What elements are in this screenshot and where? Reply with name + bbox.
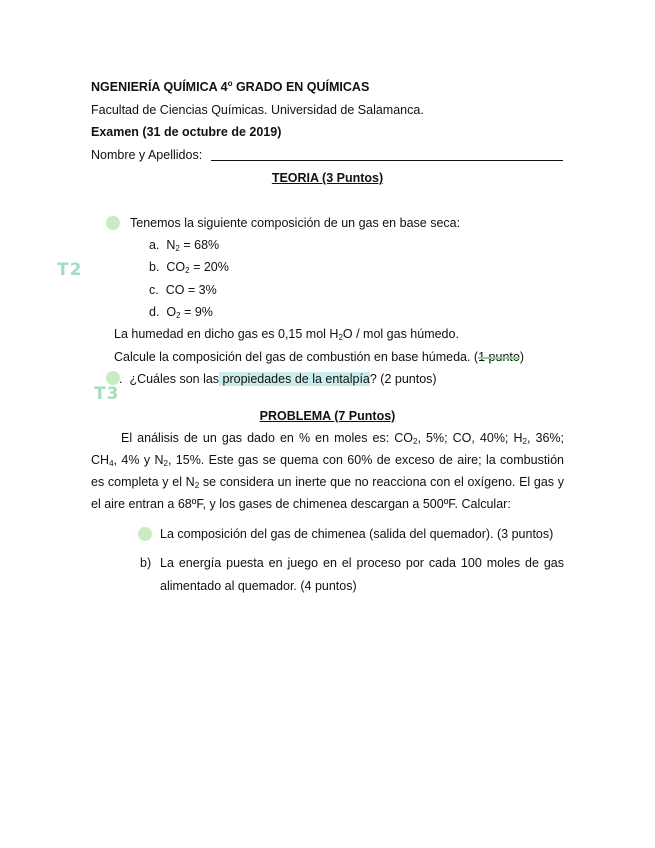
marker-dot	[106, 216, 120, 230]
problem-paragraph: El análisis de un gas dado en % en moles es: $CO_2$, 5%; CO, 40%; $H_2$, 36%; $CH_4$, 4% y $N_2$, 15%. Este gas se quema con 60% de exceso de aire; la combustión es completa y el $N_2$ se considera un inerte que no reacciona con el oxígeno. El gas y el aire entran a 68ºF, y los gases de chimenea descargan a 500ºF. Calcular:	[91, 431, 564, 511]
calculate-line: Calcule la composición del gas de combustión en base húmeda. (1 punto)	[114, 350, 524, 364]
problem-item-a: La composición del gas de chimenea (salida del quemador). (3 puntos)	[160, 527, 554, 541]
question-1-text: Tenemos la siguiente composición de un gas en base seca:	[130, 216, 461, 230]
name-label: Nombre y Apellidos:	[91, 148, 203, 162]
theory-title: TEORIA (3 Puntos)	[271, 171, 384, 185]
exam-date: Examen (31 de octubre de 2019)	[91, 125, 282, 139]
problem-item-b-letter: b)	[140, 556, 152, 570]
problem-title: PROBLEMA (7 Puntos)	[259, 409, 396, 423]
marker-dot	[106, 371, 120, 385]
problem-item-b-line2: alimentado al quemador. (4 puntos)	[160, 579, 357, 593]
course-title: NGENIERÍA QUÍMICA 4$^o$ GRADO EN QUÍMICAS	[91, 79, 370, 94]
list-item: d. $O_2 = 9\%$	[149, 305, 213, 320]
list-item: a. $N_2 = 68\%$	[149, 238, 220, 253]
problem-item-b-line1: La energía puesta en juego en el proceso por cada 100 moles de gas	[160, 556, 564, 570]
faculty-line: Facultad de Ciencias Químicas. Universidad de Salamanca.	[91, 103, 424, 117]
marker-dot	[138, 527, 152, 541]
handwritten-t2: T2	[57, 260, 83, 280]
question-2-text: . ¿Cuáles son las propiedades de la entalpía? (2 puntos)	[119, 372, 437, 386]
name-field-line	[211, 160, 563, 161]
humidity-line: La humedad en dicho gas es 0,15 mol $H_2O$ / mol gas húmedo.	[114, 327, 459, 342]
handwritten-t3: T3	[94, 384, 120, 404]
list-item: c. CO = 3%	[149, 283, 217, 297]
highlight-enthalpy: propiedades de la entalpía	[219, 372, 370, 386]
struck-points: 1 punto	[478, 350, 520, 364]
list-item: b. $CO_2 = 20\%$	[149, 260, 229, 275]
